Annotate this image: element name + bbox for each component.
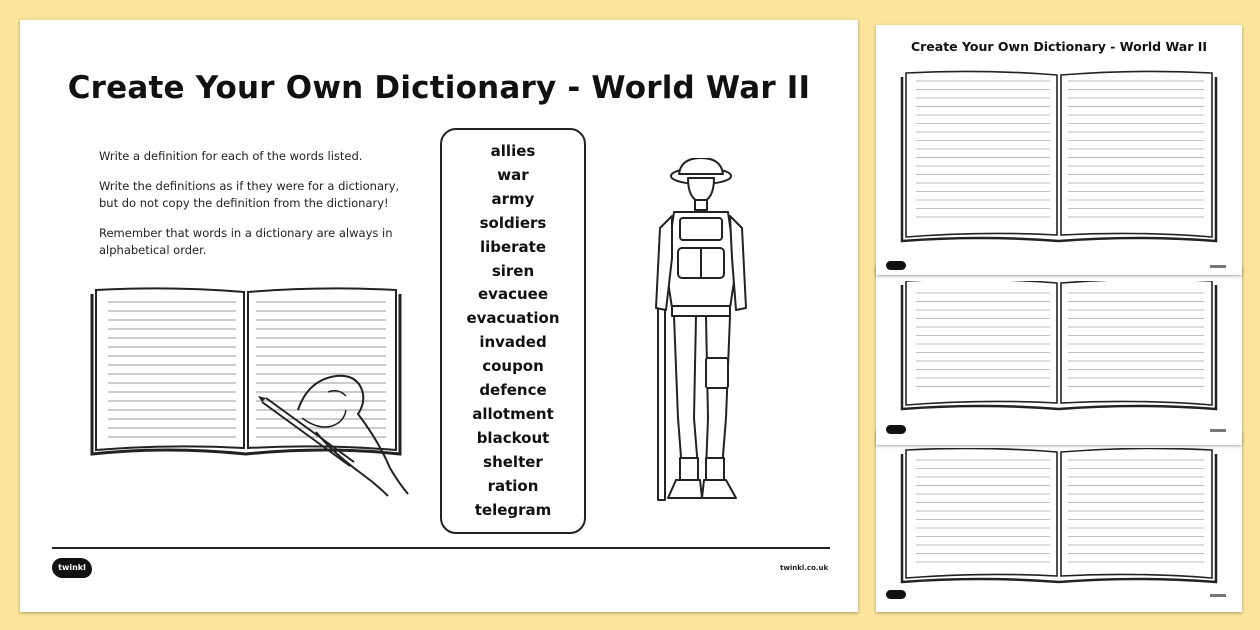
site-url: twinkl.co.uk	[780, 564, 829, 572]
open-book-icon	[898, 69, 1220, 249]
word-war: war	[497, 165, 529, 184]
twinkl-logo	[886, 425, 906, 434]
word-invaded: invaded	[479, 333, 547, 352]
word-allies: allies	[490, 142, 536, 160]
word-ration: ration	[487, 476, 539, 495]
twinkl-logo	[886, 590, 906, 599]
instruction-3: Remember that words in a dictionary are always in alphabetical order.	[99, 226, 393, 257]
hand-pencil-icon	[258, 370, 418, 500]
word-liberate: liberate	[479, 237, 547, 256]
word-army: army	[491, 189, 535, 208]
word-coupon: coupon	[482, 357, 544, 376]
twinkl-logo	[886, 261, 906, 270]
preview-title: Create Your Own Dictionary - World War II	[910, 39, 1208, 54]
word-allotment: allotment	[472, 404, 554, 423]
main-worksheet	[20, 20, 858, 612]
open-book-icon	[898, 281, 1220, 415]
word-telegram: telegram	[474, 500, 552, 519]
site-url	[1210, 429, 1226, 432]
word-list	[440, 128, 586, 534]
word-shelter: shelter	[483, 452, 543, 471]
preview-page-3	[876, 430, 1242, 612]
preview-page-1	[876, 25, 1242, 275]
word-defence: defence	[479, 381, 547, 400]
footer-line	[52, 547, 830, 549]
word-blackout: blackout	[476, 428, 550, 447]
word-soldiers: soldiers	[479, 213, 547, 232]
word-evacuation: evacuation	[466, 309, 560, 328]
soldier-icon	[646, 158, 756, 508]
site-url	[1210, 265, 1226, 268]
word-siren: siren	[491, 261, 535, 280]
word-evacuee: evacuee	[478, 285, 548, 304]
preview-page-2	[876, 265, 1242, 445]
instructions	[99, 148, 419, 272]
worksheet-title: Create Your Own Dictionary - World War II	[67, 70, 811, 106]
instruction-2: Write the definitions as if they were for a dictionary, but do not copy the definition from the dictionary!	[99, 179, 400, 210]
twinkl-logo: twinkl	[52, 558, 92, 578]
instruction-1: Write a definition for each of the words listed.	[99, 149, 363, 163]
site-url	[1210, 594, 1226, 597]
open-book-icon	[898, 448, 1220, 588]
